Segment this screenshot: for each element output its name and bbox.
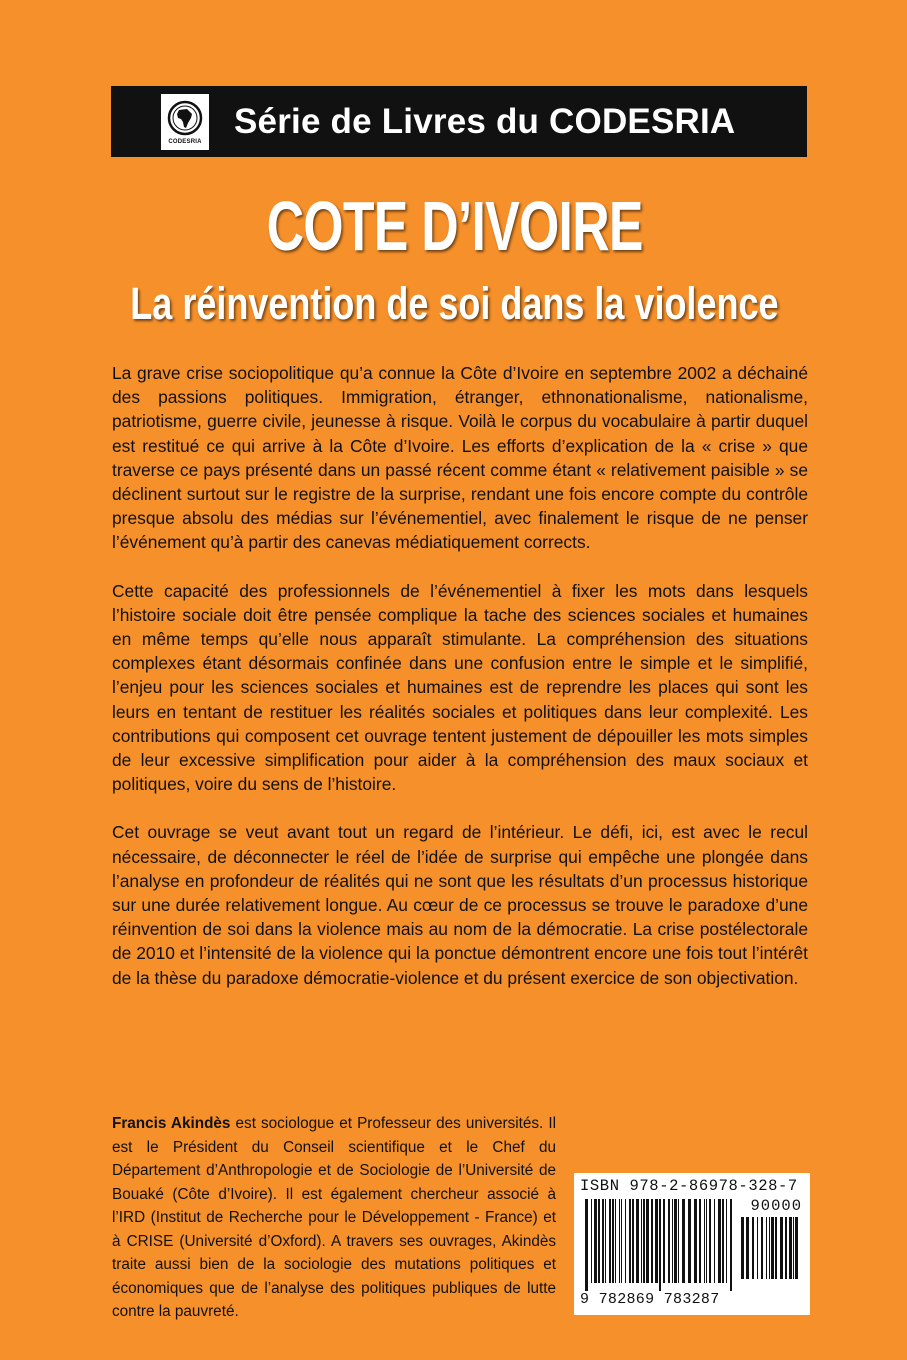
africa-map-icon <box>167 100 203 138</box>
barcode-bar <box>793 1217 794 1279</box>
barcode-bar <box>598 1199 600 1283</box>
barcode-bar <box>621 1199 622 1283</box>
logo-label: CODESRIA <box>168 139 202 145</box>
book-subtitle: La réinvention de soi dans la violence <box>130 278 779 329</box>
blurb-paragraph-3: Cet ouvrage se veut avant tout un regard de l’intérieur. Le défi, ici, est avec le recul nécessaire, de déconnecter le réel de l’idée de surprise qui empêche une plongée dans l’analyse en profondeur de réalités qui ne sont que les résultats d’un processus historique sur une durée relativement longue. Au cœur de ce processus se trouve le paradoxe d’une réinvention de soi dans la violence mais au nom de la démocratie. La crise postélectorale de 2010 et l’intensité de la violence qui la ponctue démontrent encore une fois tout l’intérêt de la thèse du paradoxe démocratie-violence et du présent exercice de son objectivation. <box>112 822 808 988</box>
isbn-text: ISBN 978-2-86978-328-7 <box>580 1177 798 1195</box>
barcode-bar <box>775 1217 777 1279</box>
codesria-logo <box>161 94 209 150</box>
barcode-bar <box>682 1199 685 1283</box>
barcode-bar <box>629 1199 631 1283</box>
barcode-bar <box>706 1199 707 1283</box>
barcode-bar <box>672 1199 673 1283</box>
barcode-bar <box>752 1217 754 1279</box>
barcode-bar <box>699 1199 701 1283</box>
barcode-bar <box>730 1199 732 1291</box>
barcode-bar <box>678 1199 679 1283</box>
author-bio-text: est sociologue et Professeur des universités. Il est le Président du Conseil scientifique et le Chef du Département d’Anthropologie et de Sociologie de l’Université de Bouaké (Côte d’Ivoire). Il est également chercheur associé à l’IRD (Institut de Recherche pour le Développement - France) et à CRISE (Université d’Oxford). A travers ses ouvrages, Akindès traite aussi bien de la sociologie des mutations politiques et économiques que de l’analyse des politiques publiques de lutte contre la pauvreté. <box>112 1115 557 1320</box>
barcode-bar <box>646 1199 649 1283</box>
barcode-bar <box>694 1199 697 1283</box>
barcode-bar <box>704 1199 705 1283</box>
addon-bars <box>740 1217 798 1287</box>
barcode-bar <box>771 1217 774 1279</box>
barcode-bar <box>674 1199 677 1283</box>
isbn-addon: 90000 <box>750 1197 802 1215</box>
book-title: COTE D’IVOIRE <box>266 187 643 265</box>
barcode-bar <box>663 1199 665 1283</box>
barcode-bar <box>785 1217 787 1279</box>
barcode-bar <box>722 1199 724 1283</box>
barcode-bar <box>780 1217 783 1279</box>
barcode-bar <box>585 1199 588 1291</box>
barcode-bar <box>636 1199 639 1283</box>
series-title: Série de Livres du CODESRIA <box>234 101 736 141</box>
barcode-bar <box>726 1199 727 1283</box>
barcode-bar <box>688 1199 691 1283</box>
barcode-bar <box>632 1199 634 1283</box>
barcode-bar <box>789 1217 792 1279</box>
barcode-bar <box>659 1199 661 1291</box>
barcode-bar <box>612 1199 614 1283</box>
barcode-bar <box>651 1199 653 1283</box>
barcode-bar <box>643 1199 645 1283</box>
barcode-bar <box>591 1199 592 1283</box>
barcode-bar <box>609 1199 611 1283</box>
isbn-barcode <box>574 1173 810 1315</box>
barcode-bar <box>605 1199 606 1283</box>
barcode-bar <box>714 1199 715 1283</box>
barcode-bar <box>746 1217 749 1279</box>
barcode-bar <box>641 1199 642 1283</box>
barcode-bar <box>795 1217 798 1279</box>
barcode-bar <box>625 1199 626 1283</box>
blurb-paragraph-2: Cette capacité des professionnels de l’événementiel à fixer les mots dans lesquels l’histoire sociale doit être pensée complique la tache des sciences sociales et humaines en même temps qu’elle nous apparaît stimulante. La compréhension des situations complexes étant désormais confinée dans une confusion entre le simple et le simplifié, l’enjeu pour les sciences sociales et humaines est de reprendre les places qui sont les leurs en tentant de restituer les réalités sociales et politiques dans leur complexité. Les contributions qui composent cet ouvrage tentent justement de dépouiller les mots simples de leur excessive simplification pour aider à la compréhension des maux sociaux et politiques, voire du sens de l’histoire. <box>112 580 808 795</box>
barcode-bar <box>709 1199 711 1283</box>
barcode-bar <box>741 1217 744 1279</box>
barcode-bar <box>718 1199 721 1283</box>
barcode-bar <box>594 1199 597 1283</box>
barcode-bar <box>619 1199 620 1283</box>
barcode-bar <box>615 1199 616 1283</box>
blurb <box>112 361 808 1014</box>
barcode-bar <box>655 1199 658 1283</box>
author-name: Francis Akindès <box>112 1115 231 1132</box>
barcode-bar <box>769 1217 770 1279</box>
barcode-bar <box>602 1199 604 1283</box>
series-banner <box>111 86 807 157</box>
barcode-digits: 9 782869 783287 <box>580 1291 720 1308</box>
barcode-bars <box>584 1199 734 1291</box>
barcode-bar <box>766 1217 767 1279</box>
barcode-bar <box>761 1217 763 1279</box>
barcode-bar <box>668 1199 670 1283</box>
barcode-bar <box>757 1217 758 1279</box>
blurb-paragraph-1: La grave crise sociopolitique qu’a connue la Côte d’Ivoire en septembre 2002 a déchainé des passions politiques. Immigration, étranger, ethnonationalisme, nationalisme, patriotisme, guerre civile, jeunesse à risque. Voilà le corpus du vocabulaire à partir duquel est restitué ce qui arrive à la Côte d’Ivoire. Les efforts d’explication de la « crise » que traverse ce pays présenté dans un passé récent comme étant « relativement paisible » se déclinent surtout sur le registre de la surprise, rendant une fois encore compte du contrôle presque absolu des médias sur l’événementiel, avec finalement le risque de ne penser l’événement qu’à partir des canevas médiatiquement corrects. <box>112 363 808 553</box>
